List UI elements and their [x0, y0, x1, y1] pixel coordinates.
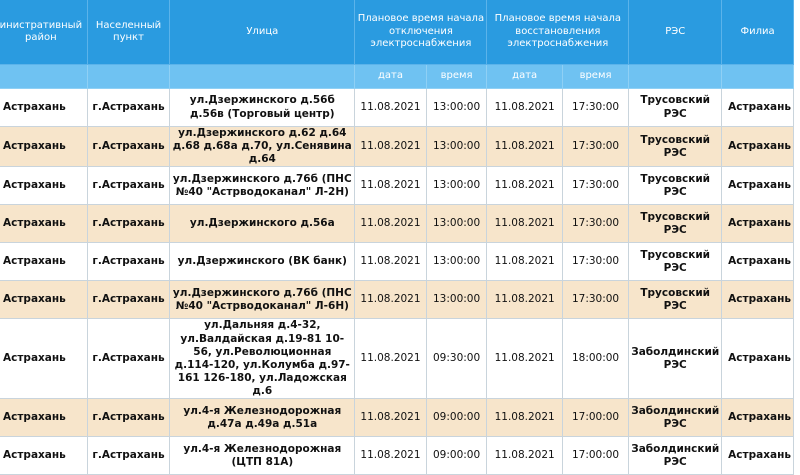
subheader-empty [87, 65, 170, 89]
cell-off-time: 13:00:00 [426, 167, 487, 205]
cell-branch: Астрахань [722, 319, 794, 399]
cell-on-time: 17:30:00 [562, 281, 628, 319]
cell-res: Заболдинский РЭС [629, 399, 722, 437]
header-district: инистративный район [0, 0, 87, 65]
cell-off-time: 13:00:00 [426, 205, 487, 243]
cell-on-time: 17:30:00 [562, 243, 628, 281]
cell-off-date: 11.08.2021 [355, 243, 426, 281]
cell-district: Астрахань [0, 437, 87, 475]
cell-off-date: 11.08.2021 [355, 127, 426, 167]
cell-on-time: 17:30:00 [562, 167, 628, 205]
cell-off-time: 09:00:00 [426, 399, 487, 437]
header-branch: Филиа [722, 0, 794, 65]
subheader-off-date: дата [355, 65, 426, 89]
cell-street: ул.Дзержинского д.76б (ПНС №40 "Астрводоканал" Л-2Н) [170, 167, 355, 205]
cell-off-date: 11.08.2021 [355, 399, 426, 437]
cell-off-date: 11.08.2021 [355, 167, 426, 205]
subheader-empty [722, 65, 794, 89]
cell-res: Трусовский РЭС [629, 243, 722, 281]
header-locality: Населенный пункт [87, 0, 170, 65]
cell-off-time: 13:00:00 [426, 89, 487, 127]
cell-branch: Астрахань [722, 399, 794, 437]
cell-locality: г.Астрахань [87, 399, 170, 437]
cell-branch: Астрахань [722, 167, 794, 205]
cell-off-date: 11.08.2021 [355, 281, 426, 319]
cell-locality: г.Астрахань [87, 89, 170, 127]
cell-branch: Астрахань [722, 127, 794, 167]
cell-res: Заболдинский РЭС [629, 319, 722, 399]
cell-on-time: 18:00:00 [562, 319, 628, 399]
cell-locality: г.Астрахань [87, 243, 170, 281]
cell-on-time: 17:00:00 [562, 399, 628, 437]
cell-on-date: 11.08.2021 [487, 399, 562, 437]
cell-on-date: 11.08.2021 [487, 319, 562, 399]
cell-district: Астрахань [0, 399, 87, 437]
header-planned-on: Плановое время начала восстановления электроснабжения [487, 0, 629, 65]
cell-res: Трусовский РЭС [629, 127, 722, 167]
cell-locality: г.Астрахань [87, 167, 170, 205]
cell-on-time: 17:30:00 [562, 205, 628, 243]
cell-res: Трусовский РЭС [629, 89, 722, 127]
table-row [0, 127, 794, 167]
cell-locality: г.Астрахань [87, 319, 170, 399]
subheader-off-time: время [426, 65, 487, 89]
cell-on-date: 11.08.2021 [487, 437, 562, 475]
cell-res: Трусовский РЭС [629, 167, 722, 205]
table-row [0, 89, 794, 127]
cell-street: ул.Дзержинского д.56а [170, 205, 355, 243]
cell-locality: г.Астрахань [87, 281, 170, 319]
cell-district: Астрахань [0, 281, 87, 319]
header-street: Улица [170, 0, 355, 65]
cell-off-time: 09:00:00 [426, 437, 487, 475]
cell-off-time: 13:00:00 [426, 281, 487, 319]
cell-res: Заболдинский РЭС [629, 437, 722, 475]
cell-branch: Астрахань [722, 281, 794, 319]
cell-district: Астрахань [0, 127, 87, 167]
table-row [0, 167, 794, 205]
subheader-empty [629, 65, 722, 89]
cell-district: Астрахань [0, 319, 87, 399]
cell-street: ул.Дзержинского д.76б (ПНС №40 "Астрводоканал" Л-6Н) [170, 281, 355, 319]
table-row [0, 319, 794, 399]
cell-on-date: 11.08.2021 [487, 243, 562, 281]
cell-street: ул.4-я Железнодорожная д.47а д.49а д.51а [170, 399, 355, 437]
table-row [0, 205, 794, 243]
cell-street: ул.Дзержинского д.56б д.56в (Торговый центр) [170, 89, 355, 127]
cell-street: ул.Дальняя д.4-32, ул.Валдайская д.19-81 10-56, ул.Революционная д.114-120, ул.Колумба д.97-161 126-180, ул.Ладожская д.6 [170, 319, 355, 399]
cell-branch: Астрахань [722, 243, 794, 281]
table-row [0, 243, 794, 281]
subheader-on-date: дата [487, 65, 562, 89]
cell-on-date: 11.08.2021 [487, 89, 562, 127]
cell-locality: г.Астрахань [87, 437, 170, 475]
subheader-row [0, 65, 794, 89]
table-row [0, 281, 794, 319]
cell-off-date: 11.08.2021 [355, 319, 426, 399]
cell-off-date: 11.08.2021 [355, 89, 426, 127]
cell-on-date: 11.08.2021 [487, 167, 562, 205]
cell-on-date: 11.08.2021 [487, 205, 562, 243]
table-row [0, 399, 794, 437]
table-row [0, 437, 794, 475]
cell-locality: г.Астрахань [87, 127, 170, 167]
cell-street: ул.4-я Железнодорожная (ЦТП 81А) [170, 437, 355, 475]
header-res: РЭС [629, 0, 722, 65]
cell-branch: Астрахань [722, 205, 794, 243]
cell-district: Астрахань [0, 89, 87, 127]
cell-res: Трусовский РЭС [629, 205, 722, 243]
cell-district: Астрахань [0, 205, 87, 243]
cell-off-time: 13:00:00 [426, 127, 487, 167]
cell-off-date: 11.08.2021 [355, 205, 426, 243]
subheader-empty [0, 65, 87, 89]
cell-on-time: 17:00:00 [562, 437, 628, 475]
cell-off-date: 11.08.2021 [355, 437, 426, 475]
subheader-empty [170, 65, 355, 89]
cell-res: Трусовский РЭС [629, 281, 722, 319]
cell-district: Астрахань [0, 243, 87, 281]
header-row [0, 0, 794, 65]
cell-off-time: 13:00:00 [426, 243, 487, 281]
cell-off-time: 09:30:00 [426, 319, 487, 399]
cell-branch: Астрахань [722, 89, 794, 127]
subheader-on-time: время [562, 65, 628, 89]
cell-district: Астрахань [0, 167, 87, 205]
cell-on-time: 17:30:00 [562, 127, 628, 167]
cell-locality: г.Астрахань [87, 205, 170, 243]
header-planned-off: Плановое время начала отключения электроснабжения [355, 0, 487, 65]
cell-on-time: 17:30:00 [562, 89, 628, 127]
cell-on-date: 11.08.2021 [487, 281, 562, 319]
cell-street: ул.Дзержинского д.62 д.64 д.68 д.68а д.70, ул.Сенявина д.64 [170, 127, 355, 167]
cell-branch: Астрахань [722, 437, 794, 475]
cell-street: ул.Дзержинского (ВК банк) [170, 243, 355, 281]
cell-on-date: 11.08.2021 [487, 127, 562, 167]
